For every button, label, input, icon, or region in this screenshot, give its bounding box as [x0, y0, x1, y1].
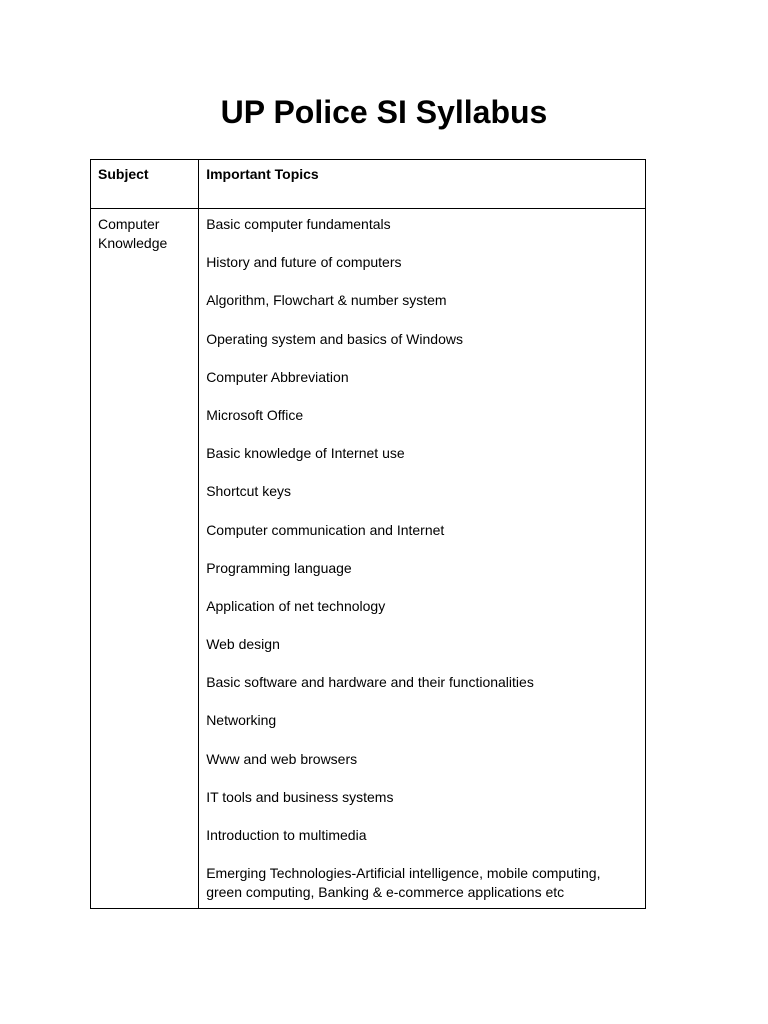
page-title: UP Police SI Syllabus [220, 94, 548, 130]
topic-item: Operating system and basics of Windows [206, 330, 463, 347]
topic-item: Microsoft Office [206, 406, 304, 423]
topic-item: Basic computer fundamentals [206, 216, 391, 232]
table-header-row [91, 160, 646, 209]
topic-item: Computer Abbreviation [206, 368, 349, 385]
topic-item: Application of net technology [206, 597, 386, 614]
topic-item: Networking [206, 712, 277, 729]
topics-cell [199, 209, 646, 909]
topic-item: Web design [206, 636, 280, 653]
topic-item: Algorithm, Flowchart & number system [206, 292, 447, 309]
topic-item: Introduction to multimedia [206, 827, 367, 843]
topic-item: Programming language [206, 559, 352, 576]
topic-item: Basic knowledge of Internet use [206, 445, 405, 462]
topic-item: History and future of computers [206, 254, 402, 271]
subject-cell: Computer Knowledge [91, 209, 199, 909]
topic-list [206, 215, 638, 902]
table-row [91, 209, 646, 909]
syllabus-table [90, 159, 646, 909]
topic-item: Www and web browsers [206, 750, 358, 767]
topic-item: Computer communication and Internet [206, 521, 445, 538]
topic-item: IT tools and business systems [206, 788, 394, 805]
topic-item: Emerging Technologies-Artificial intelligence, mobile computing, green computing, Banking & e-commerce applications etc [206, 865, 601, 901]
topics-column-header: Important Topics [199, 160, 646, 209]
subject-column-header: Subject [91, 160, 199, 209]
topic-item: Basic software and hardware and their functionalities [206, 674, 534, 691]
topic-item: Shortcut keys [206, 483, 292, 500]
